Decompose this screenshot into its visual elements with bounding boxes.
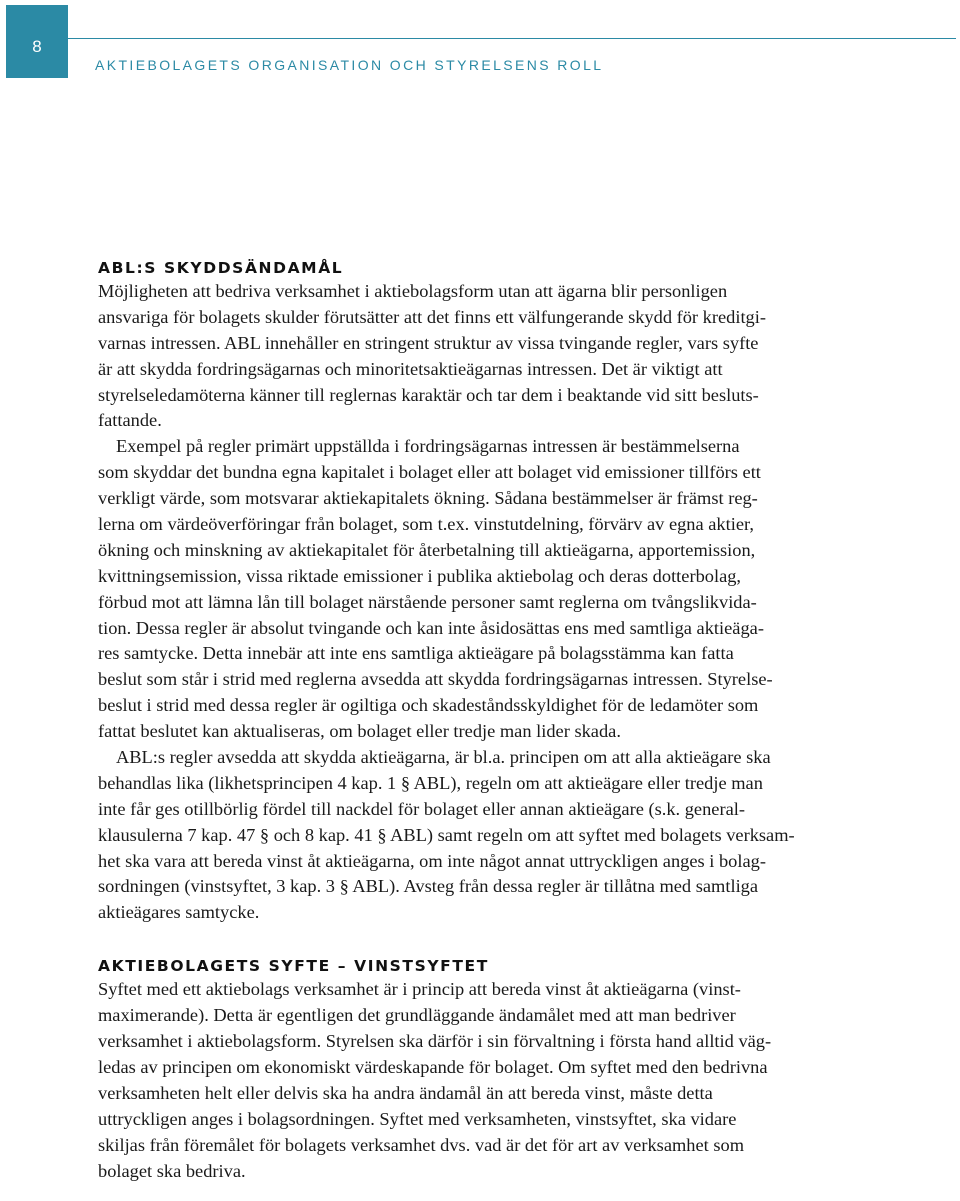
text-line: beslut som står i strid med reglerna avsedda att skydda fordringsägarnas intressen. Styrelse-	[98, 669, 773, 690]
text-line: inte får ges otillbörlig fördel till nackdel för bolaget eller annan aktieägare (s.k. general-	[98, 798, 745, 819]
text-line: behandlas lika (likhetsprincipen 4 kap. 1 § ABL), regeln om att aktieägare eller tredje man	[98, 772, 763, 793]
text-line: ABL:s regler avsedda att skydda aktieägarna, är bl.a. principen om att alla aktieägare ska	[116, 747, 771, 768]
text-line: Syftet med ett aktiebolags verksamhet är i princip att bereda vinst åt aktieägarna (vinst-	[98, 979, 741, 1000]
section-spacer	[98, 926, 868, 956]
section-heading: AKTIEBOLAGETS SYFTE – VINSTSYFTET	[98, 957, 489, 976]
text-line: skiljas från föremålet för bolagets verksamhet dvs. vad är det för art av verksamhet som	[98, 1134, 745, 1155]
text-line: ledas av principen om ekonomiskt värdeskapande för bolaget. Om syftet med den bedrivna	[98, 1056, 768, 1077]
page-number-badge	[6, 5, 68, 78]
document-body	[98, 258, 868, 1184]
text-line: klausulerna 7 kap. 47 § och 8 kap. 41 § ABL) samt regeln om att syftet med bolagets verksam-	[98, 824, 795, 845]
text-line: är att skydda fordringsägarnas och minoritetsaktieägarnas intressen. Det är viktigt att	[98, 358, 723, 379]
text-line: tion. Dessa regler är absolut tvingande och kan inte åsidosättas ens med samtliga aktieäga-	[98, 617, 764, 638]
text-line: beslut i strid med dessa regler är ogiltiga och skadeståndsskyldighet för de ledamöter som	[98, 695, 759, 716]
text-line: Möjligheten att bedriva verksamhet i aktiebolagsform utan att ägarna blir personligen	[98, 281, 728, 301]
text-line: sordningen (vinstsyftet, 3 kap. 3 § ABL). Avsteg från dessa regler är tillåtna med samtliga	[98, 876, 759, 897]
text-line: maximerande). Detta är egentligen det grundläggande ändamålet med att man bedriver	[98, 1005, 736, 1026]
running-header-title: AKTIEBOLAGETS ORGANISATION OCH STYRELSENS ROLL	[95, 57, 604, 73]
text-line: ansvariga för bolagets skulder förutsätter att det finns ett välfungerande skydd för kreditgi-	[98, 306, 766, 327]
text-line: varnas intressen. ABL innehåller en stringent struktur av vissa tvingande regler, vars syfte	[98, 332, 759, 353]
text-line: uttryckligen anges i bolagsordningen. Syftet med verksamheten, vinstsyftet, ska vidare	[98, 1108, 737, 1129]
text-line: aktieägares samtycke.	[98, 902, 260, 923]
text-line: het ska vara att bereda vinst åt aktieägarna, om inte något annat uttryckligen anges i bolag-	[98, 850, 766, 871]
text-line: Exempel på regler primärt uppställda i fordringsägarnas intressen är bestämmelserna	[116, 436, 740, 457]
text-line: kvittningsemission, vissa riktade emissioner i publika aktiebolag och deras dotterbolag,	[98, 565, 742, 586]
header-rule	[68, 38, 956, 39]
text-line: lerna om värdeöverföringar från bolaget, som t.ex. vinstutdelning, förvärv av egna aktier,	[98, 514, 754, 535]
text-line: verksamhet i aktiebolagsform. Styrelsen ska därför i sin förvaltning i första hand alltid väg-	[98, 1031, 772, 1052]
section-heading: ABL:S SKYDDSÄNDAMÅL	[98, 259, 344, 277]
paragraph	[98, 977, 868, 1184]
text-line: styrelseledamöterna känner till reglernas karaktär och tar dem i beaktande vid sitt besluts-	[98, 384, 759, 405]
text-line: ökning och minskning av aktiekapitalet för återbetalning till aktieägarna, apportemission,	[98, 539, 756, 560]
text-line: fattat beslutet kan aktualiseras, om bolaget eller tredje man lider skada.	[98, 721, 621, 742]
paragraph	[98, 434, 868, 745]
paragraph	[98, 279, 868, 434]
text-line: bolaget ska bedriva.	[98, 1160, 246, 1181]
text-line: res samtycke. Detta innebär att inte ens samtliga aktieägare på bolagsstämma kan fatta	[98, 643, 734, 664]
text-line: fattande.	[98, 410, 162, 431]
text-line: förbud mot att lämna lån till bolaget närstående personer samt reglerna om tvångslikvida-	[98, 591, 757, 612]
page-number: 8	[32, 36, 42, 56]
text-line: verksamheten helt eller delvis ska ha andra ändamål än att bereda vinst, måste detta	[98, 1082, 713, 1103]
text-line: som skyddar det bundna egna kapitalet i bolaget eller att bolaget vid emissioner tillförs ett	[98, 462, 761, 483]
paragraph	[98, 745, 868, 926]
text-line: verkligt värde, som motsvarar aktiekapitalets ökning. Sådana bestämmelser är främst reg-	[98, 488, 758, 509]
